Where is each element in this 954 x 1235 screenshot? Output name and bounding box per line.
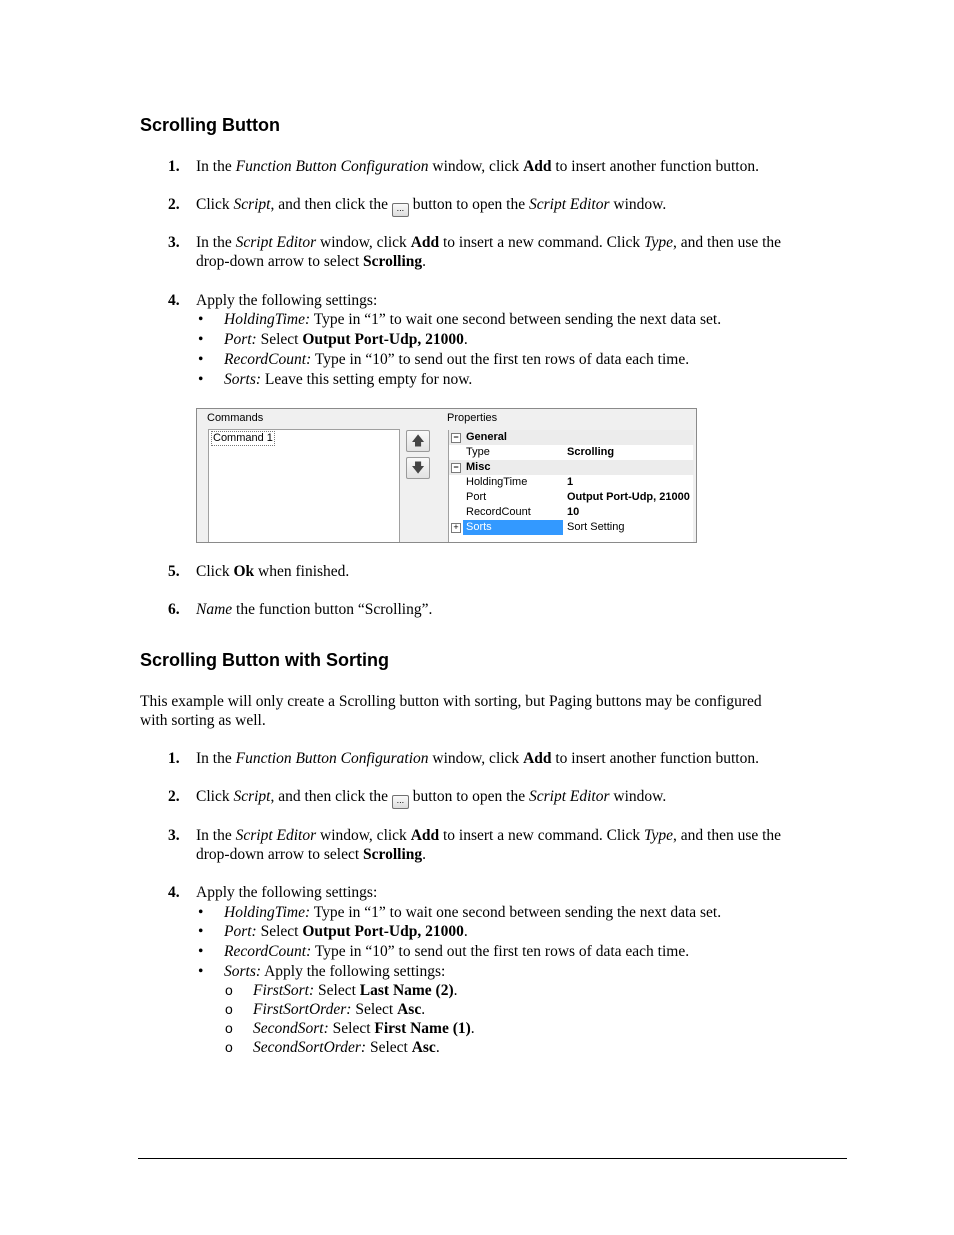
bullet-item: RecordCount: Type in “10” to send out the first ten rows of data each time. — [224, 943, 690, 960]
bullet-item: Sorts: Apply the following settings: — [224, 963, 446, 980]
property-value[interactable]: 10 — [567, 506, 580, 518]
property-grid[interactable] — [448, 430, 693, 543]
ellipsis-button-icon: ... — [392, 795, 409, 809]
bullet-item: HoldingTime: Type in “1” to wait one second between sending the next data set. — [224, 311, 722, 328]
expand-icon[interactable]: + — [451, 523, 461, 533]
property-row-port[interactable] — [449, 490, 694, 505]
property-name: RecordCount — [466, 506, 531, 518]
step-text: In the Script Editor window, click Add to insert a new command. Click Type, and then use the — [196, 827, 782, 844]
intro-paragraph-continued: with sorting as well. — [140, 712, 266, 729]
script-editor-screenshot — [196, 408, 697, 543]
command-list-item[interactable]: Command 1 — [213, 432, 273, 444]
property-value[interactable]: Output Port-Udp, 21000 — [567, 491, 690, 503]
bullet-item: Port: Select Output Port-Udp, 21000. — [224, 331, 468, 348]
bullet-item: Sorts: Leave this setting empty for now. — [224, 371, 473, 388]
step-number: 1. — [168, 158, 180, 175]
intro-paragraph: This example will only create a Scrolling button with sorting, but Paging buttons may be configured — [140, 693, 762, 710]
step-number: 2. — [168, 788, 180, 805]
bullet-item: Port: Select Output Port-Udp, 21000. — [224, 923, 468, 940]
arrow-down-icon: 🡇 — [411, 460, 425, 475]
collapse-icon[interactable]: − — [451, 463, 461, 473]
ellipsis-button-icon: ... — [392, 203, 409, 217]
bullet-glyph: • — [198, 904, 204, 921]
step-text: In the Function Button Configuration window, click Add to insert another function button. — [196, 750, 759, 767]
step-text: In the Script Editor window, click Add to insert a new command. Click Type, and then use the — [196, 234, 782, 251]
bullet-glyph: • — [198, 371, 204, 388]
step-text: Click Script, and then click the ... button to open the Script Editor window. — [196, 195, 666, 217]
bullet-item: HoldingTime: Type in “1” to wait one second between sending the next data set. — [224, 904, 722, 921]
step-text: Name the function button “Scrolling”. — [196, 601, 433, 618]
sub-bullet-glyph: o — [225, 1020, 233, 1036]
sub-bullet-item: FirstSort: Select Last Name (2). — [253, 982, 458, 999]
step-text: Click Ok when finished. — [196, 563, 350, 580]
sub-bullet-glyph: o — [225, 1039, 233, 1055]
step-text-continued: drop-down arrow to select Scrolling. — [196, 846, 427, 863]
step-text: In the Function Button Configuration window, click Add to insert another function button. — [196, 158, 759, 175]
section-heading-scrolling-button: Scrolling Button — [140, 115, 280, 135]
sub-bullet-item: FirstSortOrder: Select Asc. — [253, 1001, 426, 1018]
commands-list[interactable] — [208, 429, 400, 543]
bullet-glyph: • — [198, 923, 204, 940]
sub-bullet-item: SecondSortOrder: Select Asc. — [253, 1039, 440, 1056]
bullet-item: RecordCount: Type in “10” to send out the first ten rows of data each time. — [224, 351, 690, 368]
section-heading-scrolling-button-with-sorting: Scrolling Button with Sorting — [140, 650, 389, 670]
step-number: 3. — [168, 827, 180, 844]
sub-bullet-glyph: o — [225, 1001, 233, 1017]
property-row-sorts[interactable] — [449, 520, 694, 535]
step-text: Apply the following settings: — [196, 292, 378, 309]
bullet-glyph: • — [198, 331, 204, 348]
property-value[interactable]: 1 — [567, 476, 574, 488]
bullet-glyph: • — [198, 943, 204, 960]
property-category-misc[interactable] — [449, 460, 694, 475]
commands-label: Commands — [207, 412, 264, 424]
move-down-button[interactable] — [406, 457, 430, 479]
step-number: 6. — [168, 601, 180, 618]
property-category-general[interactable] — [449, 430, 694, 445]
property-name: Misc — [466, 461, 491, 473]
move-up-button[interactable] — [406, 430, 430, 452]
step-text-continued: drop-down arrow to select Scrolling. — [196, 253, 427, 270]
property-name: HoldingTime — [466, 476, 528, 488]
step-text: Click Script, and then click the ... button to open the Script Editor window. — [196, 787, 666, 809]
footer-rule — [138, 1158, 847, 1159]
bullet-glyph: • — [198, 351, 204, 368]
step-number: 2. — [168, 196, 180, 213]
property-name: Type — [466, 446, 490, 458]
bullet-glyph: • — [198, 311, 204, 328]
step-number: 5. — [168, 563, 180, 580]
step-number: 4. — [168, 292, 180, 309]
property-row-recordcount[interactable] — [449, 505, 694, 520]
step-number: 1. — [168, 750, 180, 767]
property-name: Port — [466, 491, 487, 503]
property-name: General — [466, 431, 507, 443]
property-row-type[interactable] — [449, 445, 694, 460]
property-row-holdingtime[interactable] — [449, 475, 694, 490]
property-value[interactable]: Scrolling — [567, 446, 615, 458]
step-number: 3. — [168, 234, 180, 251]
sub-bullet-glyph: o — [225, 982, 233, 998]
sub-bullet-item: SecondSort: Select First Name (1). — [253, 1020, 475, 1037]
step-text: Apply the following settings: — [196, 884, 378, 901]
step-number: 4. — [168, 884, 180, 901]
properties-label: Properties — [447, 412, 498, 424]
bullet-glyph: • — [198, 963, 204, 980]
collapse-icon[interactable]: − — [451, 433, 461, 443]
property-value[interactable]: Sort Setting — [567, 521, 625, 533]
property-name: Sorts — [466, 521, 492, 533]
arrow-up-icon: 🡅 — [411, 433, 425, 448]
